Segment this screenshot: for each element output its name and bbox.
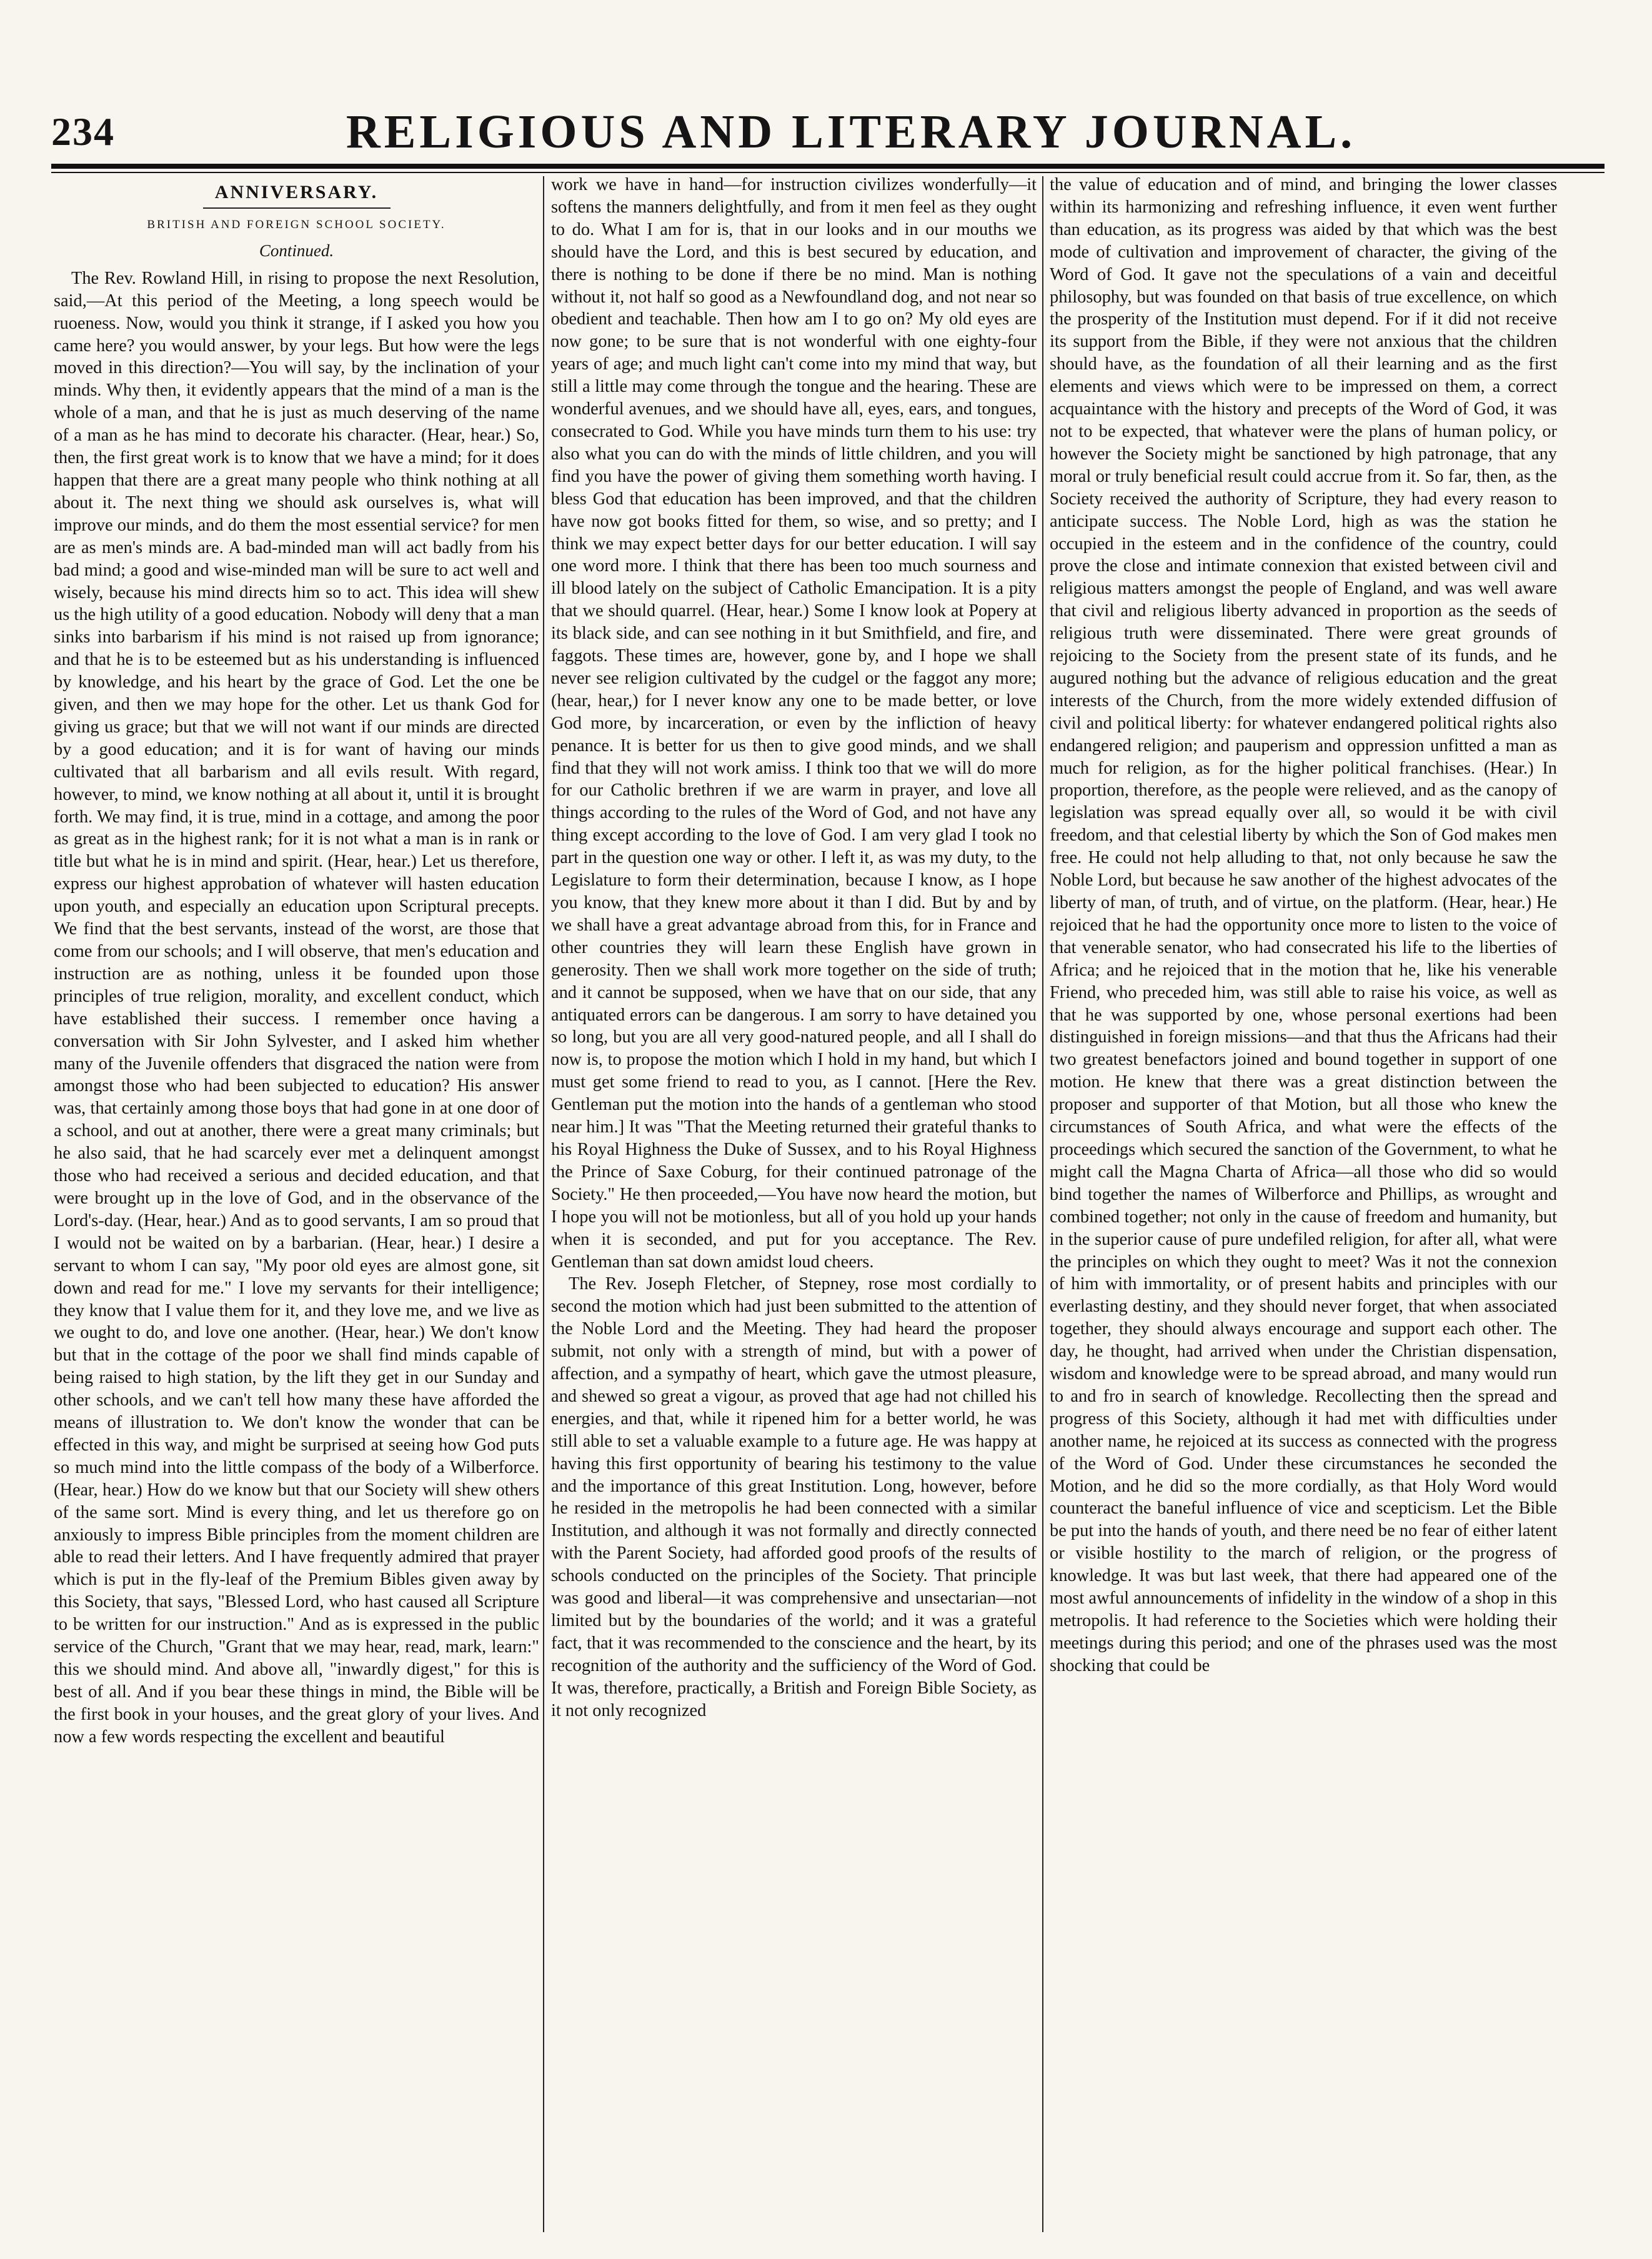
header-rule-thick: [51, 164, 1605, 169]
society-title: BRITISH AND FOREIGN SCHOOL SOCIETY.: [147, 218, 446, 231]
column-divider: [1042, 176, 1043, 2232]
page-header: [51, 105, 1605, 160]
article-title: ANNIVERSARY.: [214, 182, 379, 202]
title-rule: [203, 207, 391, 209]
header-rule-thin: [51, 172, 1605, 173]
column-1: [54, 181, 539, 1748]
column-divider: [543, 176, 544, 2232]
column-2: [551, 174, 1037, 1722]
paragraph: work we have in hand—for instruction civilizes wonderfully—it softens the manners delightfully, and from it men feel as they ought to do. What I am for is, that in our looks and in our mouths we should have the Lord, and this is best secured by education, and there is nothing to be done if there be no mind. Man is nothing without it, not half so good as a Newfoundland dog, and not near so obedient and teachable. Then how am I to go on? My old eyes are now gone; to be sure that is not wonderful with one eighty-four years of age; and much light can't come into my mind that way, but still a little may come through the tongue and the hearing. These are wonderful avenues, and we should have all, eyes, ears, and tongues, consecrated to God. While you have minds turn them to his use: try also what you can do with the minds of little children, and you will find you have the power of giving them something worth having. I bless God that education has been improved, and that the children have now got books fitted for them, so wise, and so pretty; and I think we may expect better days for our better education. I will say one word more. I think that there has been too much sourness and ill blood lately on the subject of Catholic Emancipation. It is a pity that we should quarrel. (Hear, hear.) Some I know look at Popery at its black side, and can see nothing in it but Smithfield, and fire, and faggots. These times are, however, gone by, and I hope we shall never see religion cultivated by the cudgel or the faggot any more; (hear, hear,) for I never know any one to be made better, or love God more, by incarceration, or even by the infliction of heavy penance. It is better for us then to give good minds, and we shall find that they will not work amiss. I think too that we will do more for our Catholic brethren if we are warm in prayer, and love all things according to the rules of the Word of God, and not have any thing except according to the love of God. I am very glad I took no part in the question one way or other. I left it, as was my duty, to the Legislature to form their determination, because I know, as I hope you know, that they knew more about it than I did. But by and by we shall have a great advantage abroad from this, for in France and other countries they will learn these English have grown in generosity. Then we shall work more together on the side of truth; and it cannot be supposed, when we have that on our side, that any antiquated errors can be dangerous. I am sorry to have detained you so long, but you are all very good-natured people, and all I shall do now is, to propose the motion which I hold in my hand, but which I must get some friend to read to you, as I cannot. [Here the Rev. Gentleman put the motion into the hands of a gentleman who stood near him.] It was "That the Meeting returned their grateful thanks to his Royal Highness the Duke of Sussex, and to his Royal Highness the Prince of Saxe Coburg, for their continued patronage of the Society." He then proceeded,—You have now heard the motion, but I hope you will not be motionless, but all of you hold up your hands when it is seconded, and put for you acceptance. The Rev. Gentleman than sat down amidst loud cheers.: [551, 175, 1037, 1272]
continued-label: Continued.: [259, 241, 334, 260]
paragraph: the value of education and of mind, and bringing the lower classes within its harmonizing and refreshing influence, it even went further than education, as its progress was aided by that which was the best mode of cultivation and improvement of character, the giving of the Word of God. It gave not the speculations of a vain and deceitful philosophy, but was founded on that basis of true excellence, on which the prosperity of the Institution must depend. For if it did not receive its support from the Bible, if they were not anxious that the children should have, as the foundation of all their learning and as the first elements and views which were to be impressed on them, a correct acquaintance with the history and precepts of the Word of God, it was not to be expected, that whatever were the plans of human policy, or however the Society might be sanctioned by high patronage, that any moral or truly beneficial result could accrue from it. So far, then, as the Society received the authority of Scripture, they had every reason to anticipate success. The Noble Lord, high as was the station he occupied in the esteem and in the confidence of the country, could prove the close and intimate connexion that existed between civil and religious matters amongst the people of England, and was well aware that civil and religious liberty advanced in proportion as the seeds of religious truth were disseminated. There were great grounds of rejoicing to the Society from the present state of its funds, and he augured nothing but the advance of religious education and the great interests of the Church, from the more widely extended diffusion of civil and political liberty: for whatever endangered political rights also endangered religion; and pauperism and oppression unfitted a man as much for religion, as for the higher political franchises. (Hear.) In proportion, therefore, as the people were relieved, and as the canopy of legislation was spread equally over all, so would it be with civil freedom, and that celestial liberty by which the Son of God makes men free. He could not help alluding to that, not only because he saw the Noble Lord, but because he saw another of the highest advocates of the liberty of man, of truth, and of virtue, on the platform. (Hear, hear.) He rejoiced that he had the opportunity once more to listen to the voice of that venerable senator, who had consecrated his life to the liberties of Africa; and he rejoiced that in the motion that he, like his venerable Friend, who preceded him, was still able to raise his voice, as well as that he was supported by one, whose personal exertions had been distinguished in foreign missions—and that thus the Africans had their two greatest benefactors joined and bound together in support of one motion. He knew that there was a great distinction between the proposer and supporter of that Motion, but all those who knew the circumstances of South Africa, and what were the effects of the proceedings which secured the sanction of the Government, to what he might call the Magna Charta of Africa—all those who did so would bind together the names of Wilberforce and Phillips, as wrought and combined together; not only in the cause of freedom and humanity, but in the superior cause of pure undefiled religion, for after all, what were the principles on which they ought to meet? Was it not the connexion of him with immortality, or of present habits and principles with our everlasting destiny, and they should never forget, that when associated together, they should always encourage and support each other. The day, he thought, had arrived when under the Christian dispensation, wisdom and knowledge were to be spread abroad, and many would run to and fro in search of knowledge. Recollecting then the spread and progress of this Society, although it had met with difficulties under another name, he rejoiced at its success as connected with the progress of the Word of God. Under these circumstances he seconded the Motion, and he did so the more cordially, as that Holy Word would counteract the baneful influence of vice and scepticism. Let the Bible be put into the hands of youth, and there need be no fear of either latent or visible hostility to the march of religion, or the progress of knowledge. It was but last week, that there had appeared one of the most awful announcements of infidelity in the window of a shop in this metropolis. It had reference to the Societies which were holding their meetings during this period; and one of the phrases used was the most shocking that could be: [1050, 175, 1558, 1675]
page-number: 234: [51, 109, 115, 154]
journal-title: RELIGIOUS AND LITERARY JOURNAL.: [346, 106, 1356, 158]
paragraph: The Rev. Joseph Fletcher, of Stepney, rose most cordially to second the motion which had just been submitted to the attention of the Noble Lord and the Meeting. They had heard the proposer submit, not only with a strength of mind, but with a power of affection, and a sympathy of heart, which gave the utmost pleasure, and shewed so great a vigour, as proved that age had not chilled his energies, and that, while it ripened him for a better world, he was still able to set a valuable example to a future age. He was happy at having this first opportunity of bearing his testimony to the value and the importance of this great Institution. Long, however, before he resided in the metropolis he had been connected with a similar Institution, and although it was not formally and directly connected with the Parent Society, had afforded good proofs of the results of schools conducted on the principles of the Society. That principle was good and liberal—it was comprehensive and unsectarian—not limited but by the boundaries of the world; and it was a grateful fact, that it was recommended to the conscience and the heart, by its recognition of the authority and the sufficiency of the Word of God. It was, therefore, practically, a British and Foreign Bible Society, as it not only recognized: [551, 1274, 1037, 1720]
column-3: [1050, 174, 1557, 1677]
paragraph: The Rev. Rowland Hill, in rising to propose the next Resolution, said,—At this period of the Meeting, a long speech would be ruoeness. Now, would you think it strange, if I asked you how you came here? you would answer, by your legs. But how were the legs moved in this direction?—You will say, by the inclination of your minds. Why then, it evidently appears that the mind of a man is the whole of a man, and that he is just as much deserving of the name of a man as he has mind to decorate his character. (Hear, hear.) So, then, the first great work is to know that we have a mind; for it does happen that there are a great many people who think nothing at all about it. The next thing we should ask ourselves is, what will improve our minds, and do them the most essential service? for men are as men's minds are. A bad-minded man will act badly from his bad mind; a good and wise-minded man will be sure to act well and wisely, because his mind directs him so to act. This idea will shew us the high utility of a good education. Nobody will deny that a man sinks into barbarism if his mind is not raised up from ignorance; and that he is to be esteemed but as his understanding is influenced by knowledge, and his heart by the grace of God. Let the one be given, and then we may hope for the other. Let us thank God for giving us grace; but that we will not want if our minds are directed by a good education; and it is for want of having our minds cultivated that all barbarism and all evils result. With regard, however, to mind, we know nothing at all about it, until it is brought forth. We may find, it is true, mind in a cottage, and among the poor as great as in the highest rank; for it is not what a man is in rank or title but what he is in mind and spirit. (Hear, hear.) Let us therefore, express our highest approbation of whatever will hasten education upon youth, and especially an education upon Scriptural precepts. We find that the best servants, instead of the worst, are those that come from our schools; and I will observe, that men's education and instruction are as nothing, unless it be founded upon those principles of true religion, morality, and excellent conduct, which have established their success. I remember once having a conversation with Sir John Sylvester, and I asked him whether many of the Juvenile offenders that disgraced the nation were from amongst those who had been subjected to education? His answer was, that certainly among those boys that had gone in at one door of a school, and out at another, there were a great many criminals; but he also said, that he had scarcely ever met a delinquent amongst those who had received a serious and decided education, and that were brought up in the love of God, and in the observance of the Lord's-day. (Hear, hear.) And as to good servants, I am so proud that I would not be waited on by a barbarian. (Hear, hear.) I desire a servant to whom I can say, "My poor old eyes are almost gone, sit down and read for me." I love my servants for their intelligence; they know that I value them for it, and they love me, and we live as we ought to do, and love one another. (Hear, hear.) We don't know but that in the cottage of the poor we shall find minds capable of being raised to high station, by the lift they get in our Sunday and other schools, and we can't tell how many these have afforded the means of illustration to. We don't know the wonder that can be effected in this way, and might be surprised at seeing how God puts so much mind into the little compass of the body of a Wilberforce. (Hear, hear.) How do we know but that our Society will shew others of the same sort. Mind is every thing, and let us therefore go on anxiously to impress Bible principles from the moment children are able to read their letters. And I have frequently admired that prayer which is put in the fly-leaf of the Premium Bibles given away by this Society, that says, "Blessed Lord, who hast caused all Scripture to be written for our instruction." And as is expressed in the public service of the Church, "Grant that we may hear, read, mark, learn:" this we should mind. And above all, "inwardly digest," for this is best of all. And if you bear these things in mind, the Bible will be the first book in your houses, and the great glory of your lives. And now a few words respecting the excellent and beautiful: [54, 268, 539, 1747]
